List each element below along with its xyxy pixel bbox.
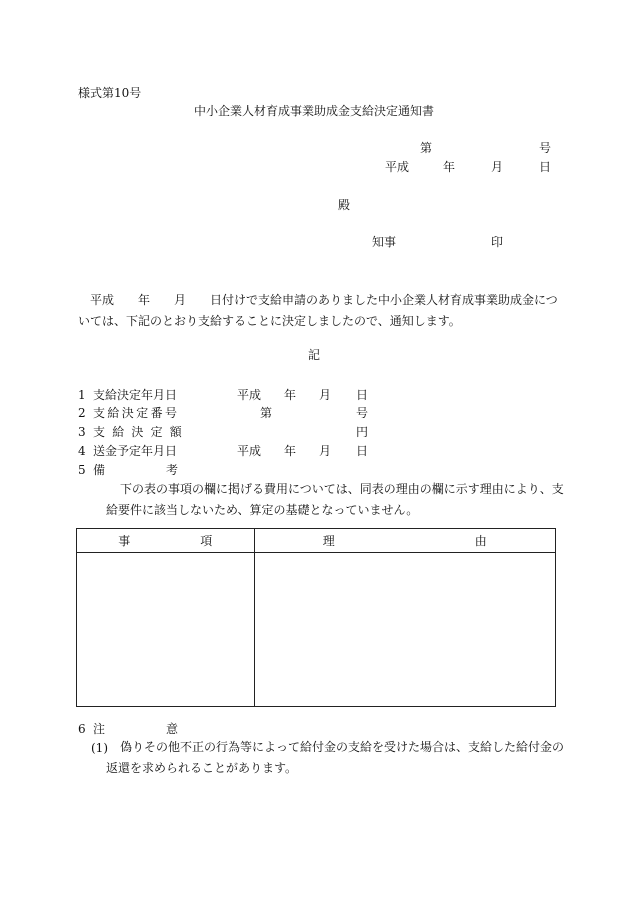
item-5-number: 5 <box>78 463 86 477</box>
table-cell-item <box>77 553 255 707</box>
date-era: 平成 <box>385 160 410 174</box>
item-1-era: 平成 <box>237 388 262 402</box>
date-year: 年 <box>443 160 456 174</box>
item-2-suffix: 号 <box>356 406 369 420</box>
item-1-year: 年 <box>284 388 297 402</box>
note-line-1: 偽りその他不正の行為等によって給付金の支給を受けた場合は、支給した給付金の <box>120 740 565 754</box>
item-3-number: 3 <box>78 425 86 439</box>
remarks-line-2: 給要件に該当しないため、算定の基礎となっていません。 <box>106 503 419 517</box>
item-2-number: 2 <box>78 406 86 420</box>
item-5-label-b: 考 <box>166 463 179 477</box>
sender-title: 知事 <box>372 235 397 249</box>
item-3-label: 支給決定額 <box>93 425 190 439</box>
item-1-day: 日 <box>356 388 369 402</box>
table-cell-reason <box>254 553 555 707</box>
date-month: 月 <box>491 160 504 174</box>
note-number: 6 <box>78 722 86 736</box>
ki-heading: 記 <box>308 348 321 362</box>
item-5-label-a: 備 <box>93 463 106 477</box>
item-4-year: 年 <box>284 444 297 458</box>
table-row <box>77 553 556 707</box>
body-line-1: 平成 年 月 日付けで支給申請のありました中小企業人材育成事業助成金につ <box>90 293 558 307</box>
item-3-unit: 円 <box>356 425 369 439</box>
header-reason-char-1: 理 <box>322 534 335 548</box>
doc-number-prefix: 第 <box>420 141 433 155</box>
item-2-prefix: 第 <box>260 406 273 420</box>
remarks-line-1: 下の表の事項の欄に掲げる費用については、同表の理由の欄に示す理由により、支 <box>120 482 564 496</box>
item-1-label: 支給決定年月日 <box>93 388 178 402</box>
form-number: 様式第10号 <box>78 86 142 100</box>
seal-mark: 印 <box>491 235 504 249</box>
header-item-char-1: 事 <box>118 534 131 548</box>
note-item-number: (1) <box>91 741 108 755</box>
item-4-month: 月 <box>319 444 332 458</box>
item-4-day: 日 <box>356 444 369 458</box>
doc-number-suffix: 号 <box>539 141 552 155</box>
table-header-item <box>77 529 255 553</box>
header-reason-char-2: 由 <box>474 534 487 548</box>
expense-reason-table <box>76 528 556 707</box>
document-title: 中小企業人材育成事業助成金支給決定通知書 <box>194 104 435 118</box>
body-line-2: いては、下記のとおり支給することに決定しましたので、通知します。 <box>78 314 461 328</box>
table-header-row <box>77 529 556 553</box>
note-label-a: 注 <box>93 722 106 736</box>
item-4-number: 4 <box>78 444 86 458</box>
item-2-label: 支給決定番号 <box>93 406 180 420</box>
note-label-b: 意 <box>166 722 179 736</box>
date-day: 日 <box>539 160 552 174</box>
item-1-month: 月 <box>319 388 332 402</box>
table-header-reason <box>254 529 555 553</box>
note-line-2: 返還を求められることがあります。 <box>106 761 298 775</box>
header-item-char-2: 項 <box>200 534 213 548</box>
item-4-label: 送金予定年月日 <box>93 444 178 458</box>
addressee-suffix: 殿 <box>338 198 351 212</box>
item-4-era: 平成 <box>237 444 262 458</box>
item-1-number: 1 <box>78 388 86 402</box>
